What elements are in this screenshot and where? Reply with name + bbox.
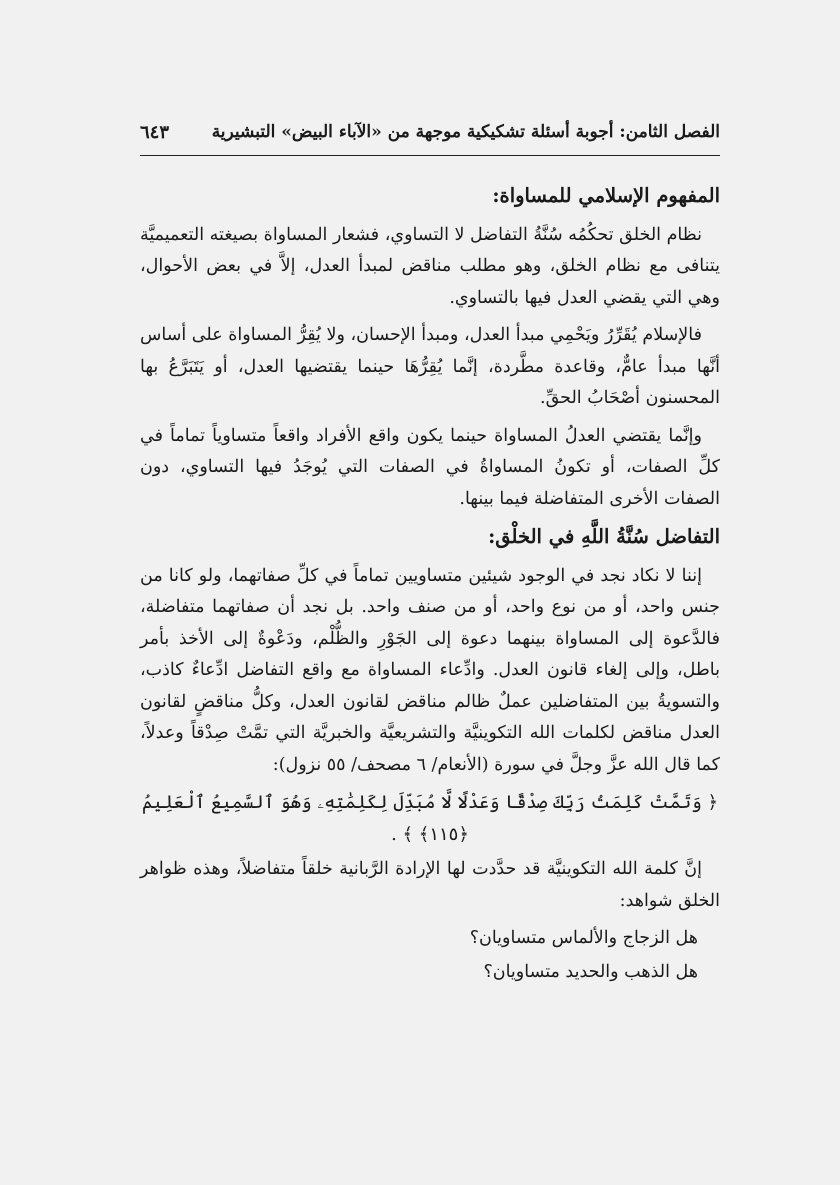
question-line: هل الزجاج والألماس متساويان؟	[469, 928, 698, 948]
page-body	[140, 176, 720, 990]
header-divider	[140, 155, 720, 156]
page-number: ٦٤٣	[140, 122, 170, 143]
paragraph: فالإسلام يُقَرِّرُ ويَحْمِي مبدأ العدل، ومبدأ الإحسان، ولا يُقِرُّ المساواة على أساس أنَّها مبدأ عامٌّ، وقاعدة مطَّردة، إنَّما يُقِرُّهَا حينما يقتضيها العدل، أو يَتَبَرَّعُ بها المحسنون أصْحَابُ الحقِّ.	[140, 325, 720, 408]
paragraph: إننا لا نكاد نجد في الوجود شيئين متساويين تماماً في كلِّ صفاتهما، ولو كانا من جنس واحد، أو من نوع واحد، أو من صنف واحد. بل نجد أن صفاتهما متفاضلة، فالدَّعوة إلى المساواة بينهما دعوة إلى الجَوْرِ والظُّلْم، ودَعْوةٌ إلى الأخذ بأمر باطل، وإلى إلغاء قانون العدل. وادِّعاء المساواة مع واقع التفاضل ادِّعاءٌ كاذب، والتسويةُ بين المتفاضلين عملٌ ظالم مناقض لقانون العدل، وكلُّ مناقضٍ لقانون العدل مناقض لكلمات الله التكوينيَّة والتشريعيَّة والخبريَّة التي تمَّتْ صِدْقاً وعدلاً، كما قال الله عزَّ وجلَّ في سورة (الأنعام/ ٦ مصحف/ ٥٥ نزول):	[140, 565, 720, 775]
section-heading-differentiation: التفاضل سُنَّةُ اللَّهِ في الخلْق:	[488, 525, 720, 548]
running-header	[140, 122, 720, 152]
section-heading-equality: المفهوم الإسلامي للمساواة:	[492, 184, 720, 207]
chapter-title: الفصل الثامن: أجوبة أسئلة تشكيكية موجهة من «الآباء البيض» التبشيرية	[211, 122, 720, 142]
quran-verse: ﴿ وَتَمَّتْ كَلِمَتُ رَبِّكَ صِدْقًا وَعَدْلًا لَّا مُبَدِّلَ لِكَلِمَٰتِهِۦ وَهُوَ ٱلسَّمِيعُ ٱلْعَلِيمُ ﴿١١٥﴾ ﴾ .	[141, 792, 719, 845]
paragraph: وإنَّما يقتضي العدلُ المساواة حينما يكون واقع الأفراد واقعاً متساوياً تماماً في كلِّ الصفات، أو تكونُ المساواةُ في الصفات التي يُوجَدُ فيها التساوي، دون الصفات الأخرى المتفاضلة فيما بينها.	[140, 425, 720, 509]
paragraph: إنَّ كلمة الله التكوينيَّة قد حدَّدت لها الإرادة الرَّبانية خلقاً متفاضلاً، وهذه ظواهر الخلق شواهد:	[140, 859, 720, 911]
question-line: هل الذهب والحديد متساويان؟	[483, 961, 698, 982]
paragraph: نظام الخلق تحكُمُه سُنَّةُ التفاضل لا التساوي، فشعار المساواة بصيغته التعميميَّة يتنافى مع نظام الخلق، وهو مطلب مناقض لمبدأ العدل، إلاَّ في بعض الأحوال، وهي التي يقضي العدل فيها بالتساوي.	[140, 224, 720, 308]
